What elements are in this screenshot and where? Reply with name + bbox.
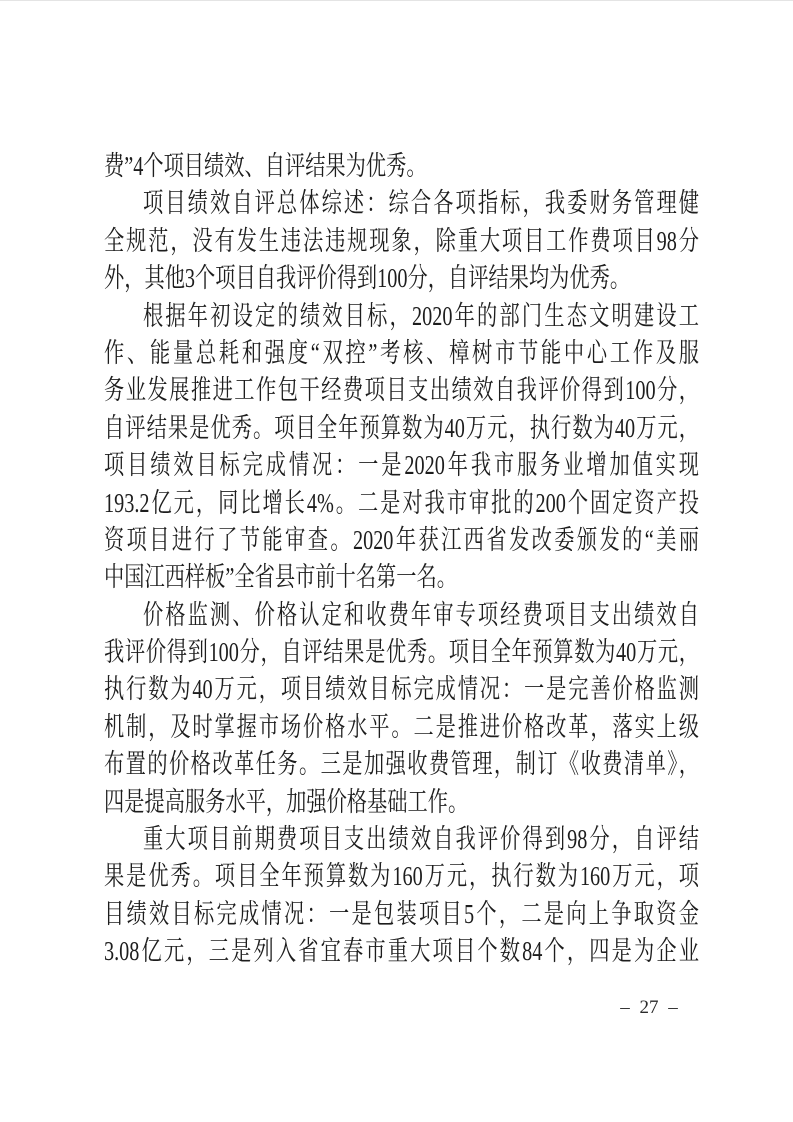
text-line: 项目绩效目标完成情况：一是2020年我市服务业增加值实现 [104,450,700,481]
text-line: 费”4个项目绩效、自评结果为优秀。 [104,151,427,181]
text-line: 根据年初设定的绩效目标，2020年的部门生态文明建设工 [142,300,700,331]
text-line: 我评价得到100分，自评结果是优秀。项目全年预算数为40万元， [104,637,700,668]
text-line: 执行数为40万元，项目绩效目标完成情况：一是完善价格监测 [104,674,700,705]
text-line: 重大项目前期费项目支出绩效自我评价得到98分，自评结 [142,824,700,855]
text-line: 项目绩效自评总体综述：综合各项指标，我委财务管理健 [142,188,700,219]
text-line: 机制，及时掌握市场价格水平。二是推进价格改革，落实上级 [104,711,700,742]
text-line: 193.2亿元，同比增长4%。二是对我市审批的200个固定资产投 [104,487,700,518]
text-line: 3.08亿元，三是列入省宜春市重大项目个数84个，四是为企业 [104,936,700,967]
text-line: 自评结果是优秀。项目全年预算数为40万元，执行数为40万元， [104,412,700,443]
text-line: 资项目进行了节能审查。2020年获江西省发改委颁发的“美丽 [104,524,700,555]
text-line: 布置的价格改革任务。三是加强收费管理，制订《收费清单》， [104,749,700,780]
text-line: 中国江西样板”全省县市前十名第一名。 [104,562,457,593]
text-line: 目绩效目标完成情况：一是包装项目5个，二是向上争取资金 [104,898,700,929]
text-line: 四是提高服务水平，加强价格基础工作。 [104,786,469,817]
text-line: 外，其他3个项目自我评价得到100分，自评结果均为优秀。 [104,263,631,294]
document-body [104,148,699,971]
text-line: 果是优秀。项目全年预算数为160万元，执行数为160万元，项 [104,861,700,892]
text-line: 全规范，没有发生违法违规现象，除重大项目工作费项目98分 [104,225,700,256]
page-number: – 27 – [620,997,678,1018]
text-line: 作、能量总耗和强度“双控”考核、樟树市节能中心工作及服 [104,337,700,368]
text-line: 务业发展推进工作包干经费项目支出绩效自我评价得到100分， [104,375,700,406]
text-line: 价格监测、价格认定和收费年审专项经费项目支出绩效自 [142,599,700,630]
